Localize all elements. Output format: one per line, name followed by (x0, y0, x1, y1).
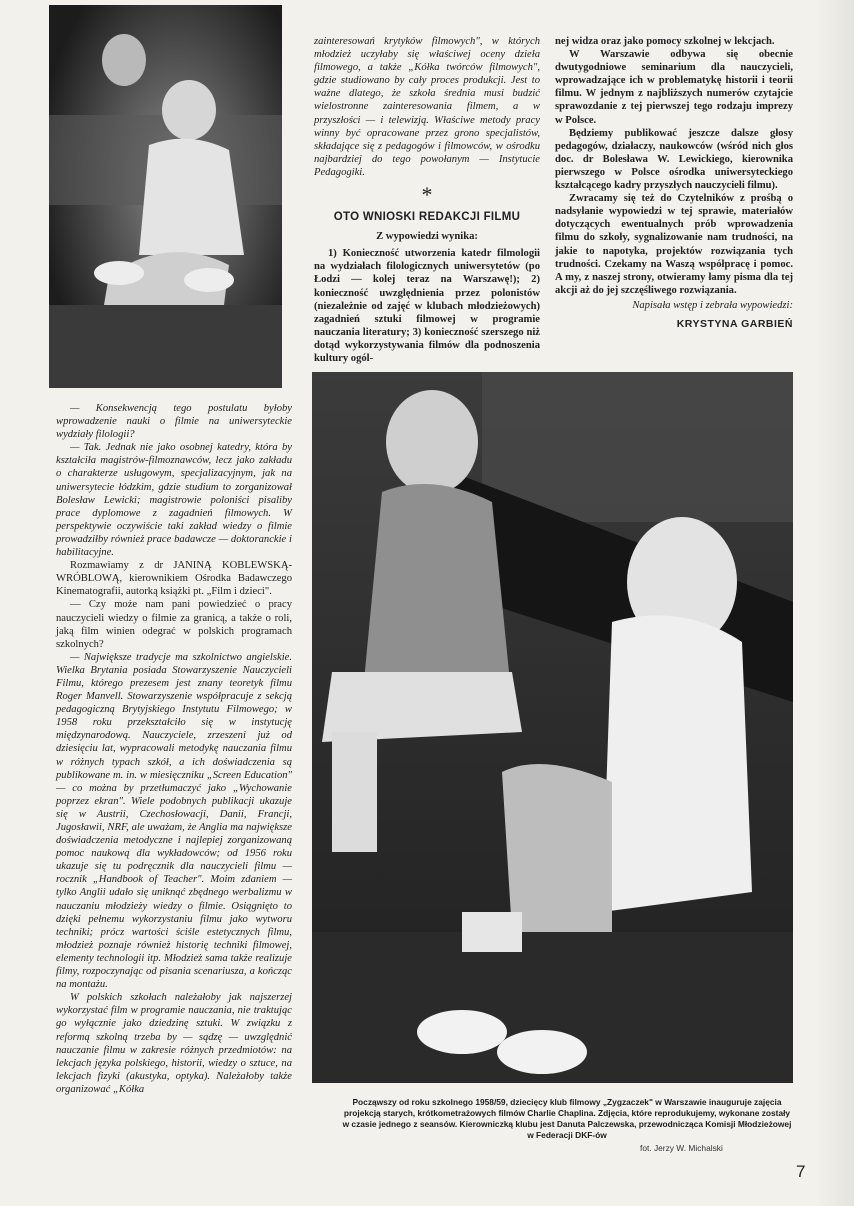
section-divider-asterisk: * (421, 182, 433, 208)
photo-caption: Począwszy od roku szkolnego 1958/59, dziecięcy klub filmowy „Zygzaczek" w Warszawie inauguruje zajęcia projekcją starych, krótkometrażowych filmów Charlie Chaplina. Zdjęcia, które reprodukujemy, wykonane zostały w czasie jednego z seansów. Kierowniczką klubu jest Danuta Palczewska, przewodnicząca Komisji Młodzieżowej w Federacji DKF-ów (342, 1097, 792, 1140)
photo-credit: fot. Jerzy W. Michalski (640, 1143, 723, 1153)
page-number: 7 (796, 1162, 806, 1181)
left-paragraph: — Tak. Jednak nie jako osobnej katedry, która by kształciła magistrów-filmoznawców, lecz jako zakładu o charakterze usługowym, specjalizacyjnym, jak na uniwersytecie łódzkim, gdzie studium to zorganizował Bolesław Lewicki; magistrowie poloniści pisaliby prace dyplomowe z zagadnień filmowych. W perspektywie oczywiście taki zakład wiedzy o filmie prowadziłby również prace badawcze — doktoranckie i habilitacyjne. (56, 442, 292, 559)
photo-top-image (49, 5, 282, 388)
left-paragraph: W polskich szkołach należałoby jak najszerzej wykorzystać film w programie nauczania, nie traktując go wyłącznie jako dziedzinę sztuki. W związku z reformą szkolną trzeba by — sądzę — uwzględnić nauczanie filmu w zakresie różnych przedmiotów: na lekcjach języka polskiego, historii, wiedzy o sztuce, na lekcjach fizyki (akustyka, optyka). Należałoby także organizować „Kółka (56, 992, 292, 1095)
author-byline: KRYSTYNA GARBIEŃ (676, 317, 793, 330)
photo-children-top (49, 5, 282, 388)
page-edge-shadow (814, 0, 854, 1206)
right-column-text (555, 35, 793, 331)
conclusions-subheading: Z wypowiedzi wynika: (376, 231, 478, 243)
conclusions-heading: OTO WNIOSKI REDAKCJI FILMU (333, 211, 521, 224)
right-paragraph: Zwracamy się też do Czytelników z prośbą o nadsyłanie wypowiedzi w tej sprawie, materiałów dotyczących ewentualnych prób wprowadzenia filmu do szkoły, sygnalizowanie nam trudności, na jakie to napotyka, projektów rozwiązania tych trudności. Czekamy na Waszą współpracę i pomoc. A my, z naszej strony, otwieramy łamy pisma dla tej akcji aż do jej szczęśliwego rozwiązania. (555, 193, 793, 296)
photo-main-image (312, 372, 793, 1083)
right-paragraph: W Warszawie odbywa się obecnie dwutygodniowe seminarium dla nauczycieli, wprowadzające ich w problematykę historii i teorii filmu. W jednym z najbliższych numerów czytajcie sprawozdanie z tej pierwszej tego rodzaju imprezy w Polsce. (555, 49, 793, 126)
photo-children-laughing (312, 372, 793, 1083)
left-paragraph: — Największe tradycje ma szkolnictwo angielskie. Wielka Brytania posiada Stowarzyszenie Nauczycieli Filmu, którego prezesem jest znany teoretyk filmu Roger Manvell. Stowarzyszenie współpracuje z sekcją pedagogiczną Brytyjskiego Instytutu Filmowego; w 1958 roku przekształciło się w instytucję międzynarodową. Nauczyciele, zrzeszeni już od dziesięciu lat, wypracowali metodykę nauczania filmu w różnych typach szkół, a ich doświadczenia są publikowane m. in. w miesięczniku „Screen Education" — co można by przetłumaczyć jako „Wychowanie poprzez ekran". Wiele podobnych publikacji ukazuje się w Austrii, Czechosłowacji, Danii, Francji, Jugosławii, NRF, ale uważam, że Anglia ma największe doświadczenia metodyczne i najlepiej zorganizowaną pomoc naukową dla wykładowców; od 1956 roku ukazuje się tu podręcznik dla nauczycieli filmu — rocznik „Handbook of Teacher". Moim zdaniem — tylko Anglii udało się uniknąć zbędnego werbalizmu w nauczaniu młodzieży wiedzy o filmie. Osiągnięto to dzięki pełnemu wykorzystaniu filmu jako wytworu techniki; prócz wartości ściśle estetycznych filmu, młodzież poznaje również historię techniki filmowej, elementy technologii itp. Młodzież sama także realizuje filmy, rozpoczynając od pisania scenariusza, a kończąc na montażu. (56, 651, 292, 991)
middle-intro-paragraph: zainteresowań krytyków filmowych", w których młodzież uczyłaby się właściwej oceny dzieła filmowego, a także „Kółka twórców filmowych", gdzie studiowano by cały proces produkcji. Jest to ważne dlatego, że szkoła średnia musi budzić wielostronne zainteresowania filmem, a w przyszłości — i telewizją. Właściwe metody pracy winny być opracowane przez grono specjalistów, składające się z pedagogów i filmowców, w ośrodku najbardziej do tego powołanym — Instytucie Pedagogiki. (314, 36, 540, 178)
left-paragraph-question: — Czy może nam pani powiedzieć o pracy nauczycieli wiedzy o filmie za granicą, a także o roli, jaką film winien odegrać w polskich programach szkolnych? (56, 599, 292, 650)
signoff-line: Napisała wstęp i zebrała wypowiedzi: (632, 299, 793, 311)
left-column-text (56, 402, 292, 1096)
left-paragraph-interview-intro: Rozmawiamy z dr JANINĄ KOBLEWSKĄ-WRÓBLOWĄ, kierownikiem Ośrodka Badawczego Kinematografii, autorką książki pt. „Film i dzieci". (56, 560, 292, 598)
right-paragraph: nej widza oraz jako pomocy szkolnej w lekcjach. (555, 36, 775, 47)
conclusions-list: 1) Konieczność utworzenia katedr filmologii na wydziałach filologicznych uniwersytetów (po Łodzi — kolej teraz na Warszawę!); 2) konieczność uwzględnienia przez polonistów (niezależnie od zajęć w klubach młodzieżowych) zagadnień sztuki filmowej w programie nauczania literatury; 3) konieczność szerszego niż dotąd wykorzystywania filmów dla podnoszenia kultury ogól- (314, 248, 540, 364)
middle-column-text (314, 35, 540, 365)
right-paragraph: Będziemy publikować jeszcze dalsze głosy pedagogów, działaczy, naukowców (wśród nich głos doc. dr Bolesława W. Lewickiego, kierownika pierwszego w Polsce ośrodka uniwersyteckiego kształcącego kadry przyszłych nauczycieli filmu). (555, 127, 793, 192)
left-paragraph: — Konsekwencją tego postulatu byłoby wprowadzenie nauki o filmie na uniwersyteckie wydziały filologii? (56, 403, 292, 441)
